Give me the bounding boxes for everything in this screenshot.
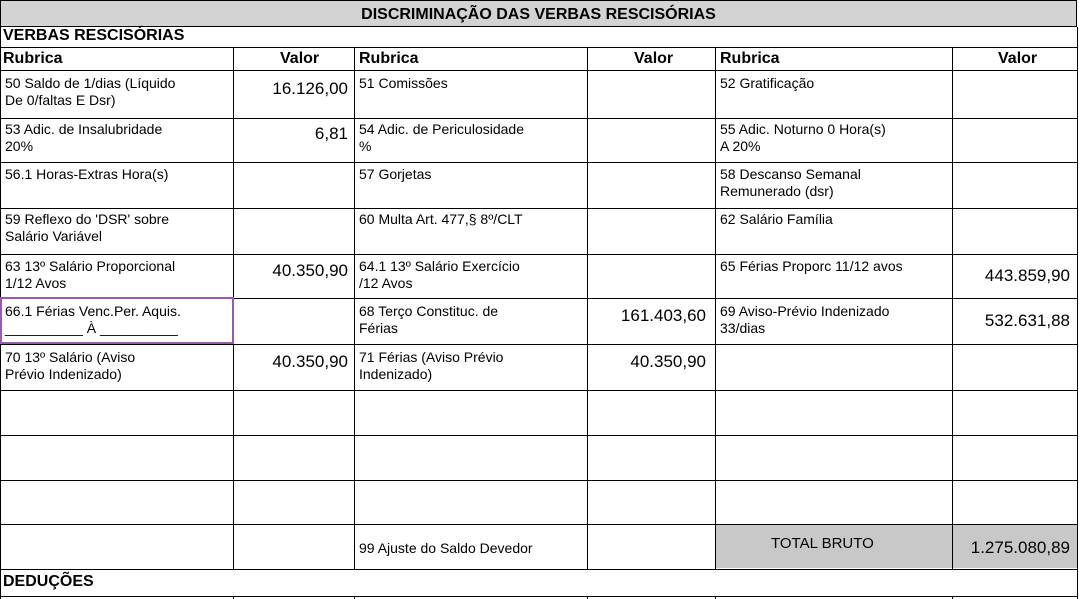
cell-rubrica: 54 Adic. de Periculosidade % (359, 121, 524, 154)
cell-rubrica: 53 Adic. de Insalubridade 20% (5, 121, 163, 154)
cell-valor: 532.631,88 (984, 311, 1070, 330)
grid-line (0, 47, 1078, 48)
total-bruto-label: TOTAL BRUTO (771, 535, 874, 552)
cell-valor: 161.403,60 (620, 306, 706, 325)
grid-line (0, 569, 1078, 570)
cell-rubrica: 70 13º Salário (Aviso Prévio Indenizado) (5, 349, 136, 382)
cell-valor: 40.350,90 (272, 261, 348, 280)
cell-rubrica: 59 Reflexo do 'DSR' sobre Salário Variável (5, 211, 170, 244)
cell-valor: 6,81 (314, 124, 348, 143)
cell-rubrica: 69 Aviso-Prévio Indenizado 33/dias (720, 303, 890, 336)
cell-rubrica: 50 Saldo de 1/dias (Líquido De 0/faltas E Dsr) (5, 75, 176, 108)
section-verbas-label: VERBAS RESCISÓRIAS (3, 27, 185, 44)
grid-line (0, 480, 1078, 481)
cell-rubrica: 64.1 13º Salário Exercício /12 Avos (359, 258, 520, 291)
cell-valor: 443.859,90 (984, 266, 1070, 285)
grid-line (715, 47, 716, 569)
grid-line (952, 47, 953, 569)
cell-rubrica: 66.1 Férias Venc.Per. Aquis. __________ À __________ (5, 303, 181, 336)
cell-valor: 40.350,90 (630, 352, 706, 371)
grid-line (0, 435, 1078, 436)
selection-highlight (0, 297, 234, 344)
grid-line (587, 47, 588, 569)
cell-rubrica: 55 Adic. Noturno 0 Hora(s) A 20% (720, 121, 886, 154)
cell-rubrica: 68 Terço Constituc. de Férias (359, 303, 499, 336)
cell-valor: 40.350,90 (272, 352, 348, 371)
cell-rubrica: 57 Gorjetas (359, 166, 432, 182)
header-rubrica-1: Rubrica (3, 50, 63, 67)
grid-line (354, 47, 355, 569)
cell-rubrica: 62 Salário Família (720, 211, 833, 227)
cell-rubrica: 51 Comissões (359, 75, 448, 91)
grid-line (0, 118, 1078, 119)
header-rubrica-2: Rubrica (359, 50, 419, 67)
page-title: DISCRIMINAÇÃO DAS VERBAS RESCISÓRIAS (0, 0, 1077, 27)
grid-line (0, 208, 1078, 209)
grid-line (0, 390, 1078, 391)
header-valor-1: Valor (280, 50, 320, 67)
cell-rubrica: 65 Férias Proporc 11/12 avos (720, 258, 903, 274)
cell-rubrica: 56.1 Horas-Extras Hora(s) (5, 166, 169, 182)
grid-line (0, 524, 1078, 525)
total-bruto-value: 1.275.080,89 (970, 538, 1070, 557)
grid-line (1077, 27, 1078, 599)
section-deducoes-label: DEDUÇÕES (3, 573, 94, 590)
cell-valor: 16.126,00 (272, 79, 348, 98)
cell-rubrica: 52 Gratificação (720, 75, 815, 91)
cell-rubrica: 63 13º Salário Proporcional 1/12 Avos (5, 258, 176, 291)
header-valor-2: Valor (634, 50, 674, 67)
grid-line (0, 344, 1078, 345)
grid-line (0, 596, 1078, 597)
header-rubrica-3: Rubrica (720, 50, 780, 67)
header-valor-3: Valor (998, 50, 1038, 67)
grid-line (0, 70, 1078, 71)
ajuste-saldo-devedor: 99 Ajuste do Saldo Devedor (359, 540, 533, 556)
cell-rubrica: 60 Multa Art. 477,§ 8º/CLT (359, 211, 523, 227)
grid-line (0, 254, 1078, 255)
cell-rubrica: 71 Férias (Aviso Prévio Indenizado) (359, 349, 504, 382)
grid-line (0, 162, 1078, 163)
cell-rubrica: 58 Descanso Semanal Remunerado (dsr) (720, 166, 861, 199)
